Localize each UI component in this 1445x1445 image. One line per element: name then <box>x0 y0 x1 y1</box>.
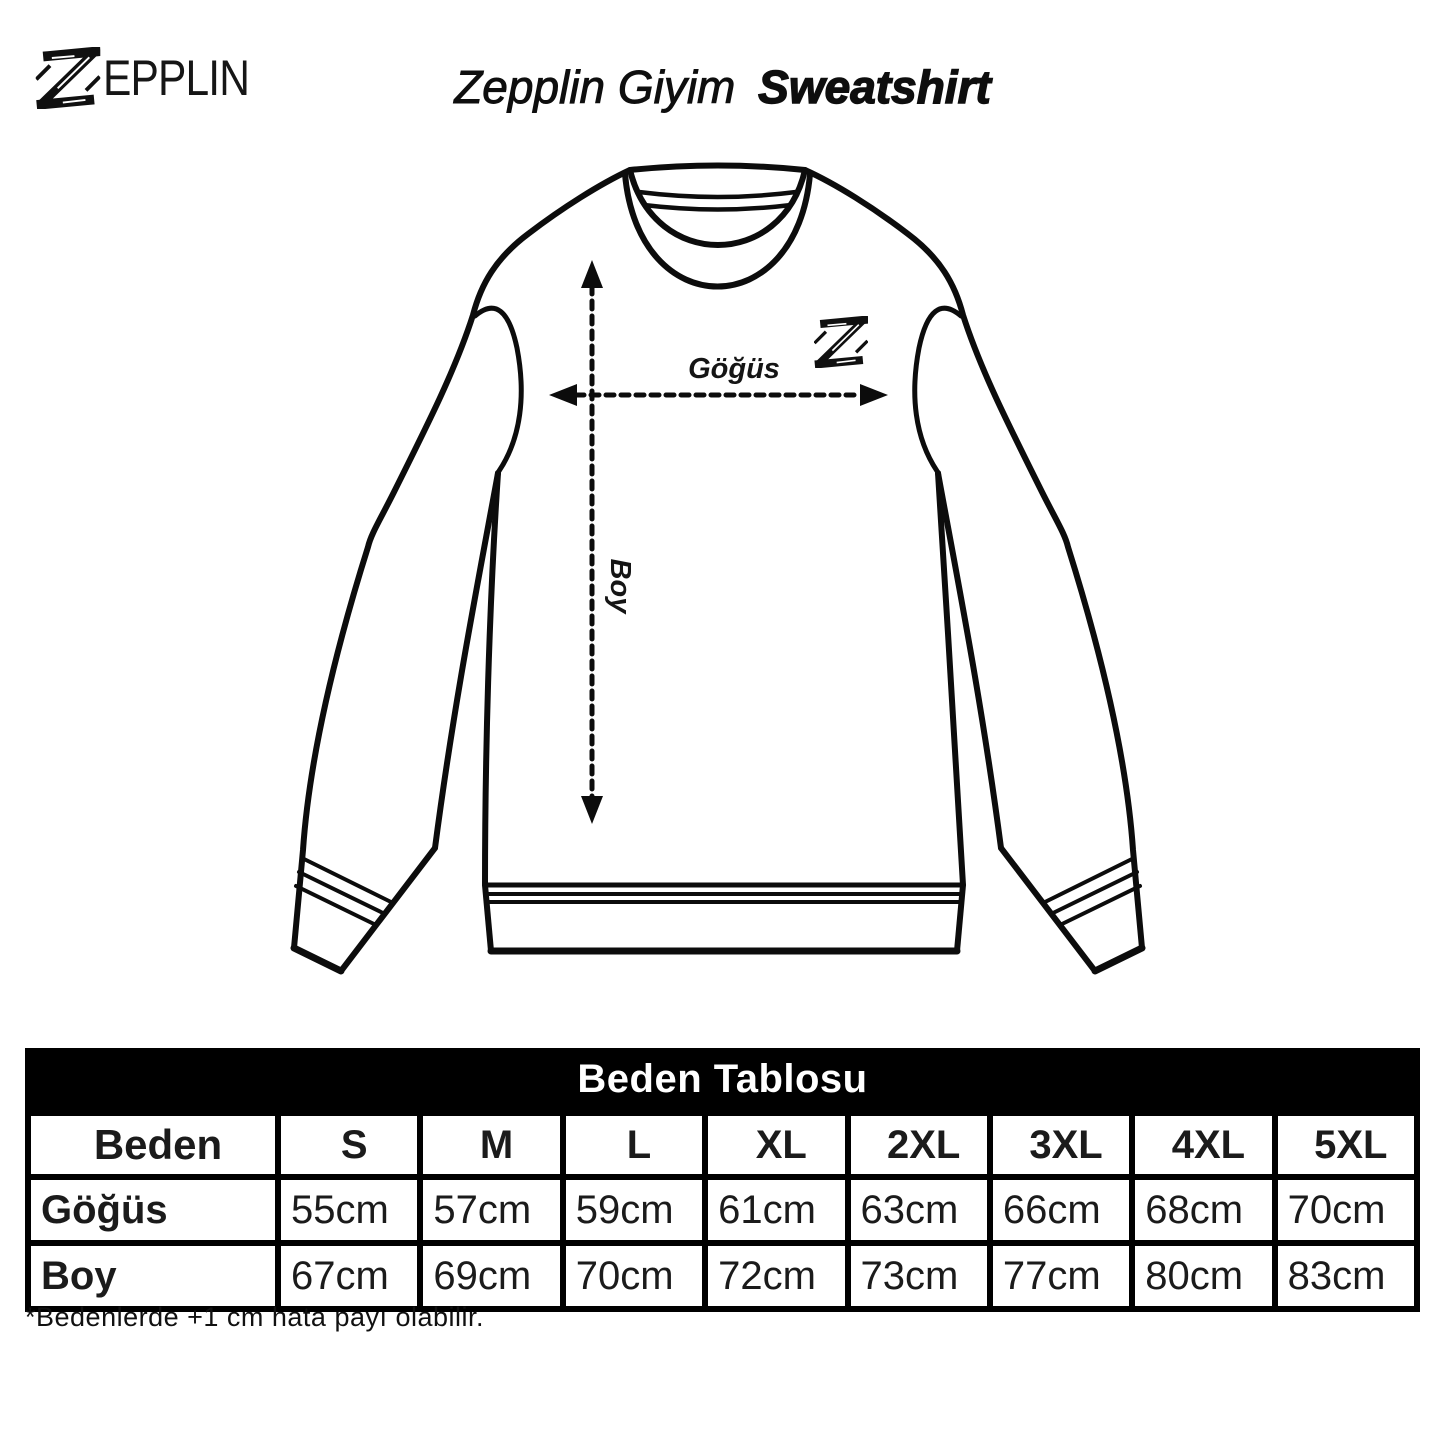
size-value-cell: 80cm <box>1132 1243 1274 1309</box>
collar-rib-line <box>644 205 791 210</box>
left-armhole-seam <box>475 308 521 471</box>
size-tolerance-footnote: *Bedenlerde +1 cm hata payı olabilir. <box>25 1302 485 1332</box>
size-table-title: Beden Tablosu <box>577 1057 868 1101</box>
length-arrowhead-down <box>581 796 603 824</box>
sweatshirt-diagram <box>278 158 1168 1018</box>
chest-z-logo-icon <box>816 320 867 364</box>
left-cuff-bottom <box>294 948 341 971</box>
size-value-cell: 67cm <box>278 1243 420 1309</box>
size-value-cell: 69cm <box>420 1243 562 1309</box>
collar-rib-line <box>639 192 796 197</box>
size-table-grid <box>25 1110 1420 1312</box>
collar-top-line <box>630 166 805 171</box>
length-measure-label: Boy <box>604 558 636 614</box>
page-title-bold: Sweatshirt <box>758 61 991 113</box>
size-value-cell: 55cm <box>278 1177 420 1243</box>
size-value-cell: 72cm <box>705 1243 847 1309</box>
size-value-cell: 57cm <box>420 1177 562 1243</box>
size-value-cell: 70cm <box>563 1243 705 1309</box>
length-arrowhead-up <box>581 260 603 288</box>
size-value-cell: 83cm <box>1275 1243 1417 1309</box>
size-value-cell: 59cm <box>563 1177 705 1243</box>
size-header-cell: L <box>563 1113 705 1177</box>
size-value-cell: 68cm <box>1132 1177 1274 1243</box>
size-value-cell: 70cm <box>1275 1177 1417 1243</box>
page-title-regular: Zepplin Giyim <box>454 61 736 113</box>
brand-wordmark: EPPLIN <box>103 50 250 106</box>
right-sleeve-outline <box>805 170 1142 948</box>
size-table <box>25 1048 1420 1312</box>
size-header-cell: S <box>278 1113 420 1177</box>
right-cuff-inner <box>1001 848 1095 971</box>
page-title <box>0 62 1445 113</box>
collar-outer-curve <box>625 174 810 287</box>
left-cuff-inner <box>341 848 435 971</box>
chest-arrowhead-right <box>860 384 888 406</box>
size-value-cell: 77cm <box>990 1243 1132 1309</box>
right-cuff-bottom <box>1095 948 1142 971</box>
size-value-cell: 73cm <box>848 1243 990 1309</box>
size-header-cell: 5XL <box>1275 1113 1417 1177</box>
right-armhole-seam <box>915 308 961 471</box>
size-header-cell: 4XL <box>1132 1113 1274 1177</box>
size-header-row <box>28 1113 1417 1177</box>
size-header-cell: XL <box>705 1113 847 1177</box>
chest-measure-label: Göğüs <box>688 353 780 385</box>
size-header-cell: M <box>420 1113 562 1177</box>
size-header-cell: 2XL <box>848 1113 990 1177</box>
size-value-cell: 66cm <box>990 1177 1132 1243</box>
row-label-cell: Göğüs <box>28 1177 278 1243</box>
row-label-cell: Boy <box>28 1243 278 1309</box>
left-sleeve-outline <box>294 170 630 948</box>
size-header-cell: 3XL <box>990 1113 1132 1177</box>
length-row <box>28 1243 1417 1309</box>
size-value-cell: 63cm <box>848 1177 990 1243</box>
chest-row <box>28 1177 1417 1243</box>
chest-arrowhead-left <box>549 384 577 406</box>
size-header-cell: Beden <box>28 1113 278 1177</box>
size-value-cell: 61cm <box>705 1177 847 1243</box>
